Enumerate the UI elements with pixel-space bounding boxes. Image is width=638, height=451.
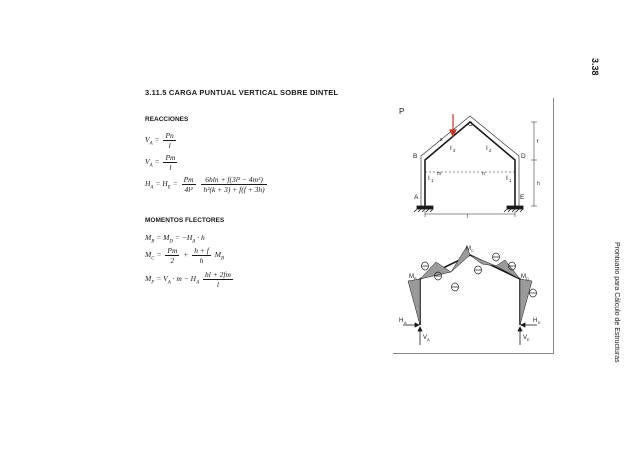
inertia-right-col: I	[506, 175, 508, 182]
dim-n: n	[482, 171, 485, 177]
reactions-heading: REACCIONES	[145, 116, 189, 123]
dim-f: f	[537, 139, 539, 145]
equation-va: $V_A$ = $\frac{Pn}{l}$	[145, 131, 174, 150]
node-a: A	[414, 194, 419, 201]
dim-s: s	[440, 137, 443, 143]
label-ve: V	[523, 335, 528, 341]
svg-text:B: B	[414, 276, 417, 281]
dim-h: h	[537, 181, 540, 187]
inertia-left-beam: I	[450, 145, 452, 152]
node-d: D	[521, 153, 526, 160]
svg-text:E: E	[538, 320, 541, 325]
moment-diagram-fill	[408, 246, 532, 325]
moment-label-d: M	[521, 274, 526, 280]
section-title: 3.11.5 CARGA PUNTUAL VERTICAL SOBRE DINTEL	[145, 88, 339, 97]
moment-label-c: M	[466, 246, 471, 252]
svg-text:D: D	[526, 276, 529, 281]
dim-m: m	[437, 171, 442, 177]
equation-ve: $V_A$ = $\frac{Pm}{l}$	[145, 153, 176, 172]
svg-text:2: 2	[489, 148, 492, 153]
equation-mf: $M_F = V_A \cdot m - H_A$ $\frac{hl + 2fm}{l}$	[145, 270, 231, 289]
inertia-left-col: I	[428, 175, 430, 182]
frame-diagram	[425, 122, 515, 206]
equation-h: $H_A = H_E$ = $\frac{Pm}{\text{4l²}}$ $\frac{\text{6hln + f(3l² − 4m²)}}{\text{h²(k + 3) + f(f + 3h)}}$	[145, 175, 265, 194]
support-a	[414, 206, 433, 212]
moments-heading: MOMENTOS FLECTORES	[145, 217, 225, 224]
side-title: Prontuario para Cálculo de Estructuras	[613, 242, 620, 363]
label-ha: H	[399, 318, 404, 324]
label-he: H	[533, 318, 538, 324]
dim-l: l	[467, 214, 469, 220]
equation-mc: $M_C$ = $\frac{Pm}{2}$ + $\frac{h + f}{h}$ $M_B$	[145, 246, 225, 265]
node-e: E	[520, 194, 525, 201]
node-b: B	[413, 153, 418, 160]
inertia-right-beam: I	[486, 145, 488, 152]
svg-text:C: C	[471, 248, 474, 253]
reaction-arrows	[403, 323, 537, 345]
svg-text:A: A	[404, 320, 407, 325]
moment-label-b: M	[409, 274, 414, 280]
node-c: C	[468, 121, 473, 128]
label-p: P	[399, 107, 405, 116]
svg-text:E: E	[527, 337, 530, 342]
svg-text:1: 1	[431, 178, 434, 183]
svg-text:1: 1	[509, 178, 512, 183]
page-number: 3.38	[590, 58, 600, 76]
svg-text:A: A	[427, 337, 430, 342]
svg-text:2: 2	[453, 148, 456, 153]
support-e	[504, 206, 523, 212]
label-va: V	[423, 335, 428, 341]
load-arrow	[450, 114, 456, 136]
equation-mb: $M_B = M_D = -H_A \cdot h$	[145, 233, 205, 245]
